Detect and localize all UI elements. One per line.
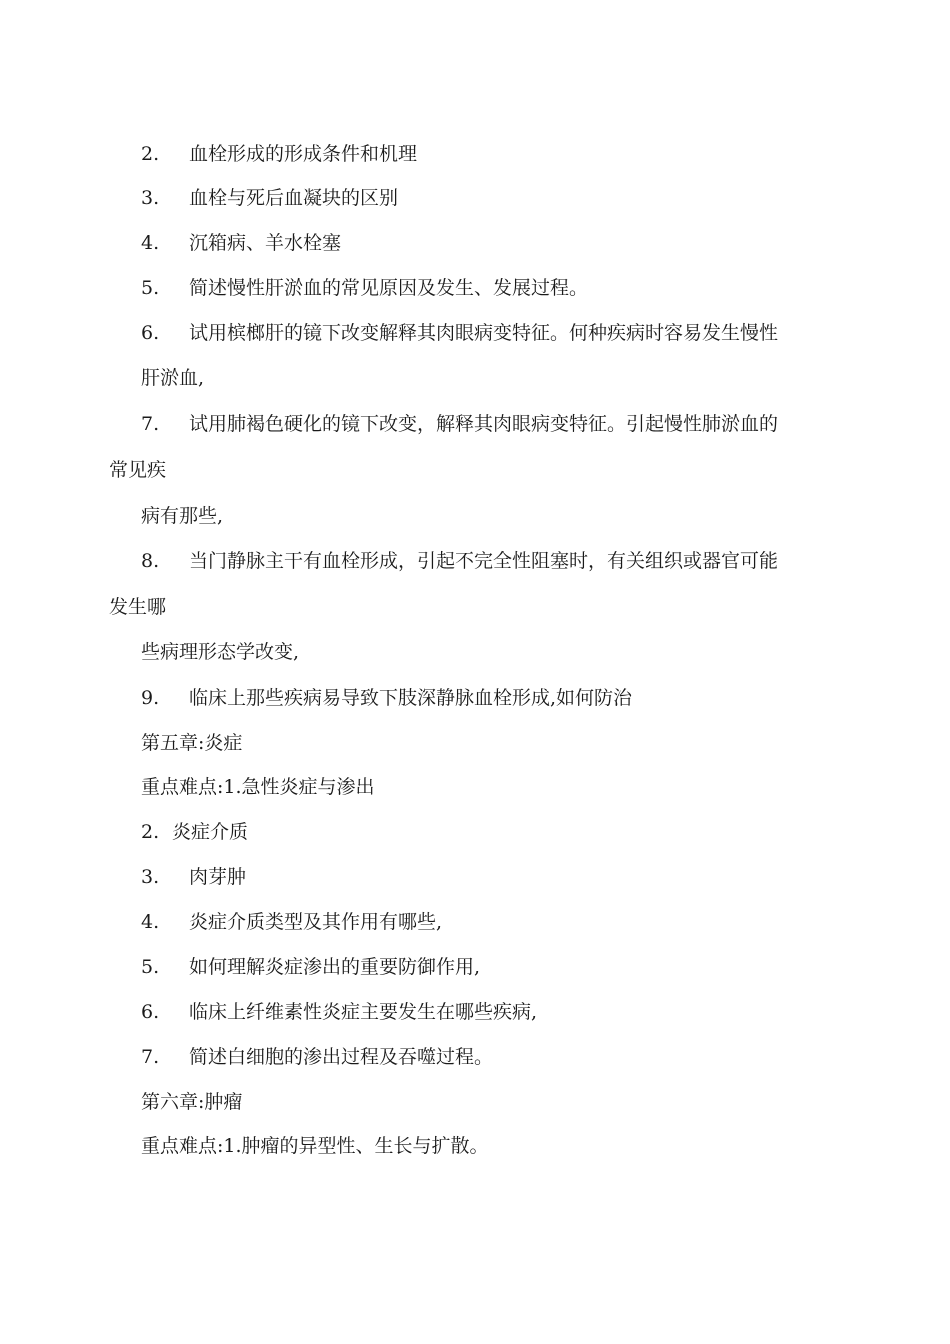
item-number: 7.: [141, 1046, 160, 1068]
item-number: 6.: [141, 1001, 160, 1023]
key-points-text: 重点难点:1.急性炎症与渗出: [141, 776, 375, 798]
item-text: 炎症介质类型及其作用有哪些,: [189, 911, 443, 933]
item-text: 些病理形态学改变,: [141, 641, 300, 663]
item-text: 简述白细胞的渗出过程及吞噬过程。: [189, 1046, 494, 1068]
item-number: 2.: [141, 143, 160, 165]
item-number: 3.: [141, 187, 160, 209]
chapter-title: 第五章:炎症: [141, 732, 243, 754]
item-number: 4.: [141, 232, 160, 254]
item-number: 5.: [141, 956, 160, 978]
item-text: 如何理解炎症渗出的重要防御作用,: [189, 956, 481, 978]
item-text: 临床上纤维素性炎症主要发生在哪些疾病,: [189, 1001, 538, 1023]
item-text: 炎症介质: [172, 821, 249, 843]
item-number: 8.: [141, 550, 160, 572]
item-number: 5.: [141, 277, 160, 299]
item-text: 临床上那些疾病易导致下肢深静脉血栓形成,如何防治: [189, 687, 633, 709]
item-text: 肉芽肿: [189, 866, 247, 888]
item-text: 常见疾: [109, 459, 167, 481]
item-number: 2.: [141, 821, 160, 843]
item-text: 病有那些,: [141, 505, 224, 527]
item-text: 肝淤血,: [141, 367, 205, 389]
chapter-title: 第六章:肿瘤: [141, 1091, 243, 1113]
item-text: 简述慢性肝淤血的常见原因及发生、发展过程。: [189, 277, 589, 299]
item-text: 发生哪: [109, 596, 167, 618]
item-text: 试用槟榔肝的镜下改变解释其肉眼病变特征。何种疾病时容易发生慢性: [189, 322, 779, 344]
item-text: 血栓形成的形成条件和机理: [189, 143, 418, 165]
key-points-text: 重点难点:1.肿瘤的异型性、生长与扩散。: [141, 1135, 489, 1157]
item-number: 6.: [141, 322, 160, 344]
item-number: 4.: [141, 911, 160, 933]
item-number: 3.: [141, 866, 160, 888]
item-text: 沉箱病、羊水栓塞: [189, 232, 342, 254]
item-text: 血栓与死后血凝块的区别: [189, 187, 399, 209]
item-number: 9.: [141, 687, 160, 709]
item-text: 当门静脉主干有血栓形成，引起不完全性阻塞时，有关组织或器官可能: [189, 550, 779, 572]
item-number: 7.: [141, 413, 160, 435]
item-text: 试用肺褐色硬化的镜下改变，解释其肉眼病变特征。引起慢性肺淤血的: [189, 413, 779, 435]
